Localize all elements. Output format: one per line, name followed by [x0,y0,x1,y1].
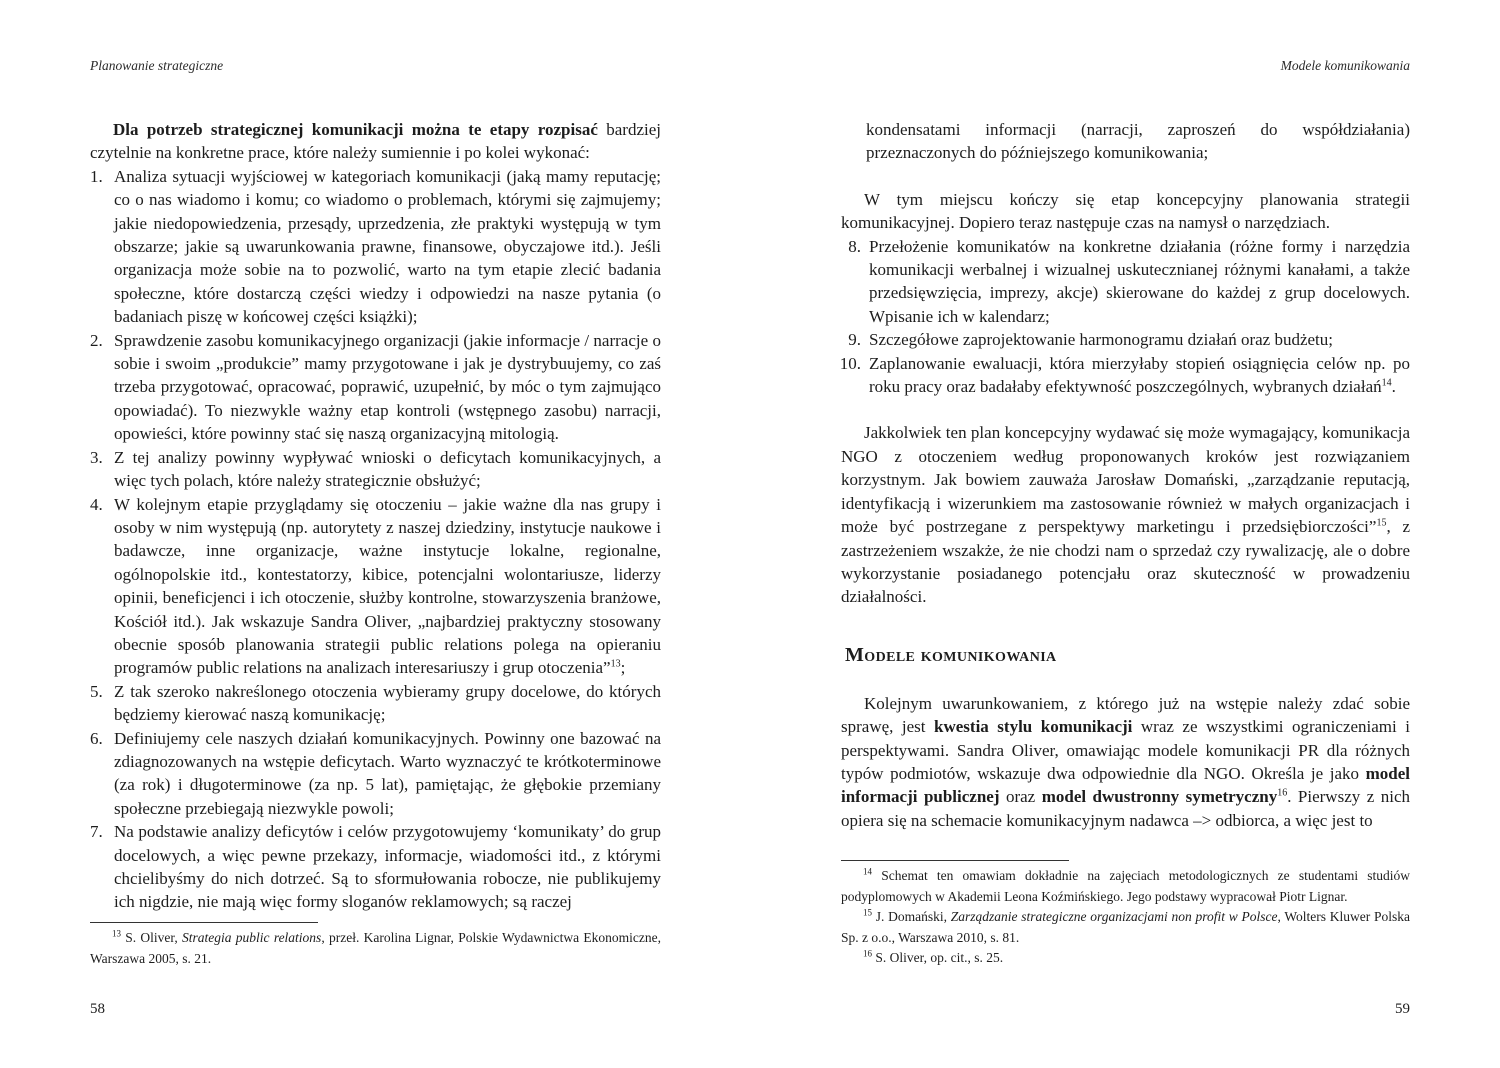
footnote-15 [841,907,1410,948]
footnote-14 [841,866,1410,907]
list-text: Sprawdzenie zasobu komunikacyjnego organizacji (jakie informacje / narracje o sobie i swoim „produkcie” mamy przygotowane i jak je dystrybuujemy, co zaś trzeba przygotować, opracować, poprawić, uzupełnić, by móc o tym zajmująco opowiadać). To niezwykle ważny etap kontroli (wstępnego zasobu) narracji, opowieści, które powinny stać się naszą organizacyjną mitologią. [114,330,661,444]
list-number: 2. [90,330,103,350]
running-head-left: Planowanie strategiczne [90,58,224,73]
intro-paragraph [90,118,661,165]
list-item [90,820,661,914]
list-text-tail: . [1391,377,1396,397]
paragraph-text: Kolejnym uwarunkowaniem, z którego już na wstępie należy zdać sobie sprawę, jest [841,693,1410,737]
paragraph [841,692,1410,832]
list-item [841,328,1410,351]
right-page [750,0,1500,1068]
footnote-title: Strategia public relations [182,930,322,945]
steps-list-left [90,165,661,914]
list-text: Przełożenie komunikatów na konkretne działania (różne formy i narzędzia komunikacji werbalnej i wizualnej uskutecznianej różnymi kanałami, a także przedsięwzięcia, imprezy, akcje) skierowane do każdej z grup docelowych. Wpisanie ich w kalendarz; [869,236,1410,326]
list-number: 3. [90,447,103,467]
footnote-number: 14 [863,866,872,877]
footnote-number: 16 [863,948,872,959]
list-item [90,446,661,493]
list-text: Definiujemy cele naszych działań komunikacyjnych. Powinny one bazować na zdiagnozowanych na wstępie deficytach. Warto wyznaczyć te krótkoterminowe (za rok) i długoterminowe (za np. 5 lat), pamiętając, że głębokie przemiany społeczne przebiegają niezwykle powoli; [114,728,661,818]
paragraph-text: oraz [999,787,1042,807]
bold-term: model dwustronny symetryczny [1041,787,1278,807]
list-number: 7. [90,822,103,842]
list-text: Szczegółowe zaprojektowanie harmonogramu działań oraz budżetu; [869,330,1333,350]
footnote-text: Schemat ten omawiam dokładnie na zajęciach metodologicznych ze studentami studiów podyplomowych w Akademii Leona Koźmińskiego. Jego podstawy wypracował Piotr Lignar. [841,868,1411,904]
list-item [90,329,661,446]
list-item [90,727,661,821]
list-text: Na podstawie analizy deficytów i celów przygotowujemy ‘komunikaty’ do grup docelowych, a więc pewne przekazy, informacje, wiadomości itd., z którymi chcielibyśmy do nich dotrzeć. Są to sformułowania robocze, nie publikujemy ich nigdzie, nie mają więc formy sloganów reklamowych; są raczej [114,822,661,912]
bold-term: model informacji publicznej [841,763,1410,807]
page-number-left: 58 [90,1001,105,1017]
paragraph [841,421,1410,608]
list-number: 6. [90,728,103,748]
right-body [841,118,1410,832]
paragraph-text: , z zastrzeżeniem wszakże, że nie chodzi nam o sprzedaż czy rywalizację, ale o dobre wykorzystanie posiadanego potencjału oraz skuteczność w prowadzeniu działalności. [841,517,1411,607]
list-item [90,680,661,727]
list-text: Analiza sytuacji wyjściowej w kategoriach komunikacji (jaką mamy reputację; co o nas wiadomo i komu; co wiadomo o problemach, którymi się zajmujemy; jakie niedopowiedzenia, przesądy, uprzedzenia, złe praktyki występują w tym obszarze; jakie są uwarunkowania prawne, finansowe, obyczajowe itd.). Jeśli organizacja może sobie na to pozwolić, warto na tym etapie zlecić badania społeczne, które dostarczą części wiedzy i odpowiedzi na nasze pytania (o badaniach piszę w końcowej części książki); [114,166,661,327]
list-item [841,352,1410,399]
list-item [90,165,661,329]
paragraph-gap [841,398,1410,421]
footnote-ref-14[interactable]: 14 [1381,377,1392,389]
list-number: 1. [90,166,103,186]
paragraph-text: . Pierwszy z nich opiera się na schemacie komunikacyjnym nadawca –> odbiorca, a więc jest to [841,787,1410,830]
bold-term: kwestia stylu komunikacji [934,717,1133,737]
footnote-text: S. Oliver, [125,930,183,945]
intro-rest: bardziej czytelnie na konkretne prace, które należy sumiennie i po kolei wykonać: [90,120,661,163]
list-number: 8. [848,236,861,256]
list-item [90,493,661,680]
running-head-right: Modele komunikowania [1280,58,1410,73]
footnote-ref-13[interactable]: 13 [610,658,621,670]
footnote-ref-15[interactable]: 15 [1376,517,1387,529]
paragraph-text: Jakkolwiek ten plan koncepcyjny wydawać się może wymagający, komunikacja NGO z otoczeniem według proponowanych kroków jest rozwiązaniem korzystnym. Jak bowiem zauważa Jarosław Domański, „zarządzanie reputacją, identyfikacją i wizerunkiem ma zastosowanie również w małych organizacjach i może być postrzegane z perspektywy marketingu i przedsiębiorczości” [841,423,1410,537]
footnote-divider-left [90,922,318,923]
paragraph-gap [841,165,1410,188]
list-text: Zaplanowanie ewaluacji, która mierzyłaby stopień osiągnięcia celów np. po roku pracy oraz badałaby efektywność poszczególnych, wybranych działań [869,353,1410,397]
footnote-number: 15 [863,907,872,918]
footnote-title: Zarządzanie strategiczne organizacjami non profit w Polsce [950,909,1278,924]
continuation-text: kondensatami informacji (narracji, zaproszeń do współdziałania) przeznaczonych do późniejszego komunikowania; [866,120,1410,163]
footnotes-left [90,928,661,969]
page-number-right: 59 [1395,1001,1410,1017]
list-text: Z tej analizy powinny wypływać wnioski o deficytach komunikacyjnych, a więc tych polach, które należy strategicznie obsłużyć; [114,447,661,491]
paragraph-text: wraz ze wszystkimi ograniczeniami i perspektywami. Sandra Oliver, omawiając modele komunikacji PR dla różnych typów podmiotów, wskazuje dwa odpowiednie dla NGO. Określa je jako [841,717,1410,783]
footnote-number: 13 [112,928,121,939]
paragraph: W tym miejscu kończy się etap koncepcyjny planowania strategii komunikacyjnej. Dopiero teraz następuje czas na namysł o narzędziach. [841,189,1410,233]
list-text: W kolejnym etapie przyglądamy się otoczeniu – jakie ważne dla nas grupy i osoby w nim występują (np. autorytety z naszej dziedziny, instytucje naukowe i badawcze, inne organizacje, ważne instytucje lokalne, regionalne, ogólnopolskie itd., kontestatorzy, kibice, potencjalni wolontariusze, liderzy opinii, beneficjenci i ich otoczenie, służby kontrolne, stowarzyszenia branżowe, Kościół itd.). Jak wskazuje Sandra Oliver, „najbardziej praktyczny stosowany obecnie sposób planowania strategii public relations polega na opieraniu programów public relations na analizach interesariuszy i grup otoczenia” [114,494,661,678]
list-number: 4. [90,494,103,514]
footnote-divider-right [841,860,1069,861]
footnote-text: S. Oliver, op. cit., s. 25. [875,950,1004,965]
list-text-tail: ; [620,658,626,678]
footnote-13 [90,928,661,969]
intro-bold: Dla potrzeb strategicznej komunikacji można te etapy rozpisać [113,120,598,139]
left-body [90,118,661,914]
footnote-text: , przeł. Karolina Lignar, Polskie Wydawnictwa Ekonomiczne, Warszawa 2005, s. 21. [90,930,662,966]
list-number: 10. [839,353,861,373]
footnote-text: , Wolters Kluwer Polska Sp. z o.o., Warszawa 2010, s. 81. [841,909,1411,945]
list-number: 9. [848,330,861,350]
list-text: Z tak szeroko nakreślonego otoczenia wybieramy grupy docelowe, do których będziemy kierować naszą komunikację; [114,681,661,725]
section-heading: Modele komunikowania [845,643,1057,666]
footnote-16 [841,948,1410,969]
list-number: 5. [90,681,103,701]
steps-list-right [841,235,1410,399]
footnote-ref-16[interactable]: 16 [1277,787,1288,799]
footnote-text: J. Domański, [875,909,951,924]
list-item [841,235,1410,329]
footnotes-right [841,866,1410,969]
